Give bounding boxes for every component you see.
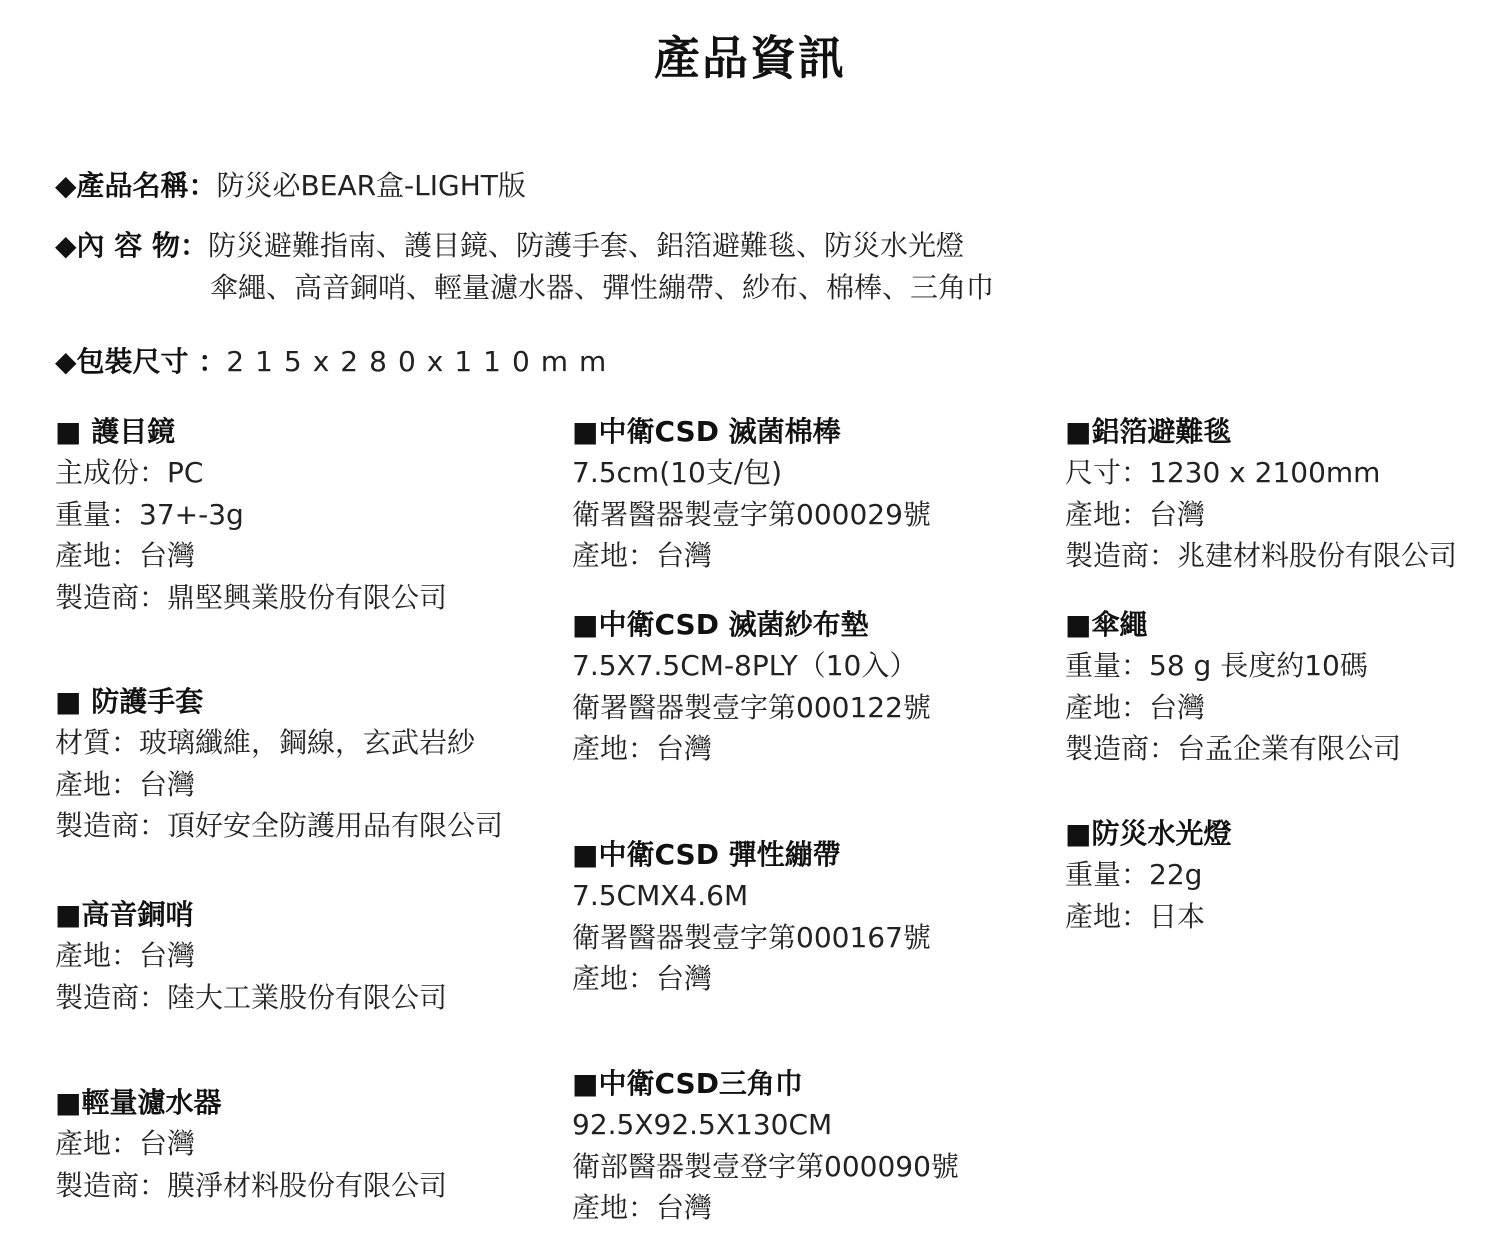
- triangle-section: [572, 1064, 959, 1229]
- contents-label: ◆內 容 物：: [55, 229, 209, 262]
- goggles-section: [55, 412, 447, 618]
- cord-maker: 製造商：台孟企業有限公司: [1065, 732, 1402, 765]
- gloves-title: ■ 防護手套: [55, 685, 204, 718]
- whistle-section: [55, 895, 447, 1018]
- swab-license: 衛署醫器製壹字第000029號: [572, 497, 931, 531]
- gloves-maker: 製造商：頂好安全防護用品有限公司: [55, 809, 504, 842]
- gauze-license: 衛署醫器製壹字第000122號: [572, 690, 931, 724]
- swab-spec: 7.5cm(10支/包): [572, 456, 783, 489]
- swab-section: [572, 412, 931, 577]
- filter-origin: 產地：台灣: [55, 1127, 196, 1160]
- lamp-title: ■防災水光燈: [1065, 817, 1232, 850]
- triangle-license: 衛部醫器製壹登字第000090號: [572, 1149, 959, 1183]
- lamp-section: [1065, 814, 1231, 937]
- contents-row: [55, 225, 964, 267]
- gauze-title: ■中衛CSD 滅菌紗布墊: [572, 608, 869, 641]
- blanket-title: ■鋁箔避難毯: [1065, 415, 1232, 448]
- gloves-material: 材質：玻璃纖維，鋼線，玄武岩紗: [55, 726, 476, 759]
- blanket-origin: 產地：台灣: [1065, 497, 1206, 531]
- lamp-origin: 產地：日本: [1065, 899, 1206, 933]
- gauze-section: [572, 605, 931, 770]
- triangle-title: ■中衛CSD三角巾: [572, 1067, 803, 1100]
- package-size-row: [55, 341, 617, 383]
- blanket-section: [1065, 412, 1457, 577]
- package-size-value: 215x280x110mm: [226, 345, 618, 378]
- triangle-spec: 92.5X92.5X130CM: [572, 1108, 833, 1141]
- goggles-material: 主成份：PC: [55, 456, 204, 489]
- bandage-title: ■中衛CSD 彈性繃帶: [572, 838, 841, 871]
- contents-line-1: 防災避難指南、護目鏡、防護手套、鋁箔避難毯、防災水光燈: [208, 229, 965, 262]
- gauze-origin: 產地：台灣: [572, 732, 713, 765]
- goggles-origin: 產地：台灣: [55, 539, 196, 572]
- gloves-section: [55, 682, 503, 847]
- cord-title: ■傘繩: [1065, 608, 1148, 641]
- filter-title: ■輕量濾水器: [55, 1086, 222, 1119]
- gloves-origin: 產地：台灣: [55, 767, 196, 801]
- cord-origin: 產地：台灣: [1065, 690, 1206, 724]
- bandage-spec: 7.5CMX4.6M: [572, 879, 749, 912]
- gauze-spec: 7.5X7.5CM-8PLY（10入）: [572, 649, 918, 682]
- page-title: 產品資訊: [654, 31, 846, 85]
- cord-section: [1065, 605, 1401, 770]
- contents-line-2: 傘繩、高音銅哨、輕量濾水器、彈性繃帶、紗布、棉棒、三角巾: [210, 271, 995, 304]
- bandage-section: [572, 835, 931, 1000]
- cord-weight: 重量：58 g 長度約10碼: [1065, 649, 1368, 682]
- blanket-maker: 製造商：兆建材料股份有限公司: [1065, 539, 1458, 572]
- product-name-value: 防災必BEAR盒-LIGHT版: [216, 169, 526, 202]
- bandage-origin: 產地：台灣: [572, 962, 713, 995]
- goggles-weight: 重量：37+-3g: [55, 497, 244, 531]
- whistle-maker: 製造商：陸大工業股份有限公司: [55, 980, 448, 1014]
- swab-origin: 產地：台灣: [572, 539, 713, 572]
- blanket-size: 尺寸：1230 x 2100mm: [1065, 456, 1381, 489]
- filter-maker: 製造商：膜淨材料股份有限公司: [55, 1168, 448, 1202]
- product-name-row: [55, 165, 526, 207]
- triangle-origin: 產地：台灣: [572, 1191, 713, 1224]
- goggles-title: ■ 護目鏡: [55, 415, 176, 448]
- package-size-label: ◆包裝尺寸 ：: [55, 345, 227, 378]
- filter-section: [55, 1083, 447, 1206]
- product-name-label: ◆產品名稱：: [55, 169, 217, 202]
- whistle-title: ■高音銅哨: [55, 898, 194, 931]
- swab-title: ■中衛CSD 滅菌棉棒: [572, 415, 841, 448]
- lamp-weight: 重量：22g: [1065, 858, 1203, 891]
- bandage-license: 衛署醫器製壹字第000167號: [572, 920, 931, 954]
- whistle-origin: 產地：台灣: [55, 939, 196, 972]
- goggles-maker: 製造商：鼎堅興業股份有限公司: [55, 580, 448, 614]
